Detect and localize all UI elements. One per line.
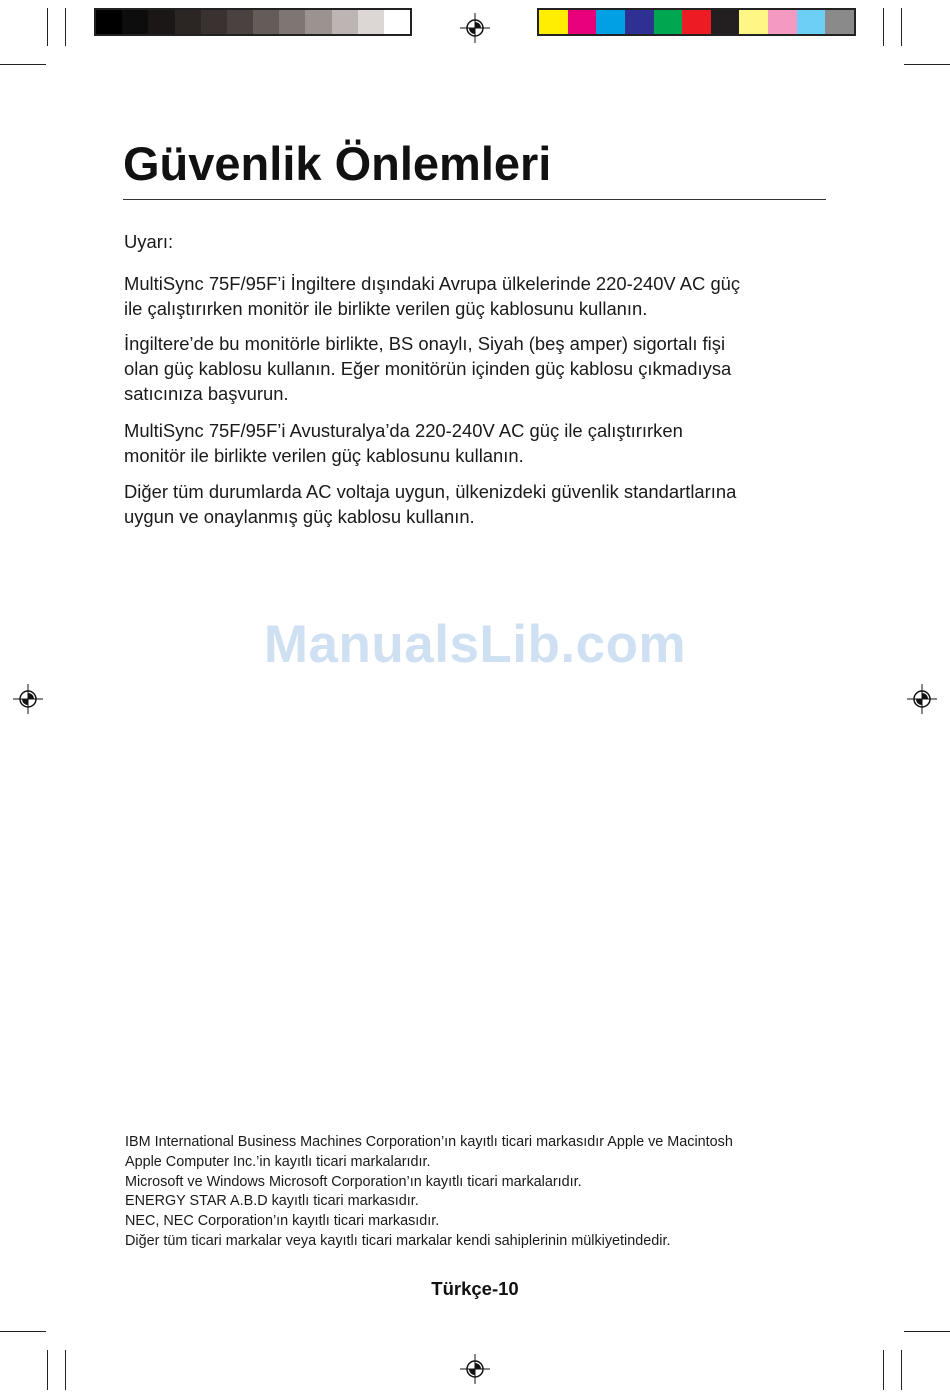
color-swatch [253, 10, 279, 34]
color-swatch [305, 10, 331, 34]
color-swatch [596, 10, 625, 34]
color-swatch [148, 10, 174, 34]
color-swatch [384, 10, 410, 34]
color-swatch [682, 10, 711, 34]
paragraph [124, 271, 834, 321]
crop-mark [904, 1331, 950, 1332]
trademark-footnotes [125, 1133, 845, 1252]
footnote-line: IBM International Business Machines Corporation’ın kayıtlı ticari markasıdır Apple ve Macintosh [125, 1134, 733, 1150]
page-title: Güvenlik Önlemleri [123, 137, 552, 190]
text-line: MultiSync 75F/95F’i Avusturalya’da 220-240V AC güç ile çalıştırırken [124, 420, 683, 441]
crop-mark [883, 1350, 884, 1390]
crop-mark [883, 8, 884, 46]
footnote-line: Diğer tüm ticari markalar veya kayıtlı ticari markalar kendi sahiplerinin mülkiyetindedir. [125, 1232, 671, 1249]
text-line: MultiSync 75F/95F’i İngiltere dışındaki Avrupa ülkelerinde 220-240V AC güç [124, 273, 741, 294]
color-swatch [654, 10, 683, 34]
crop-mark [0, 1331, 46, 1332]
crop-mark [901, 1350, 902, 1390]
color-swatch [279, 10, 305, 34]
color-swatch [539, 10, 568, 34]
registration-mark-icon [13, 684, 43, 714]
crop-mark [65, 1350, 66, 1390]
crop-mark [65, 8, 66, 46]
color-swatch [96, 10, 122, 34]
title-divider [123, 199, 826, 200]
footnote-line: Microsoft ve Windows Microsoft Corporation’ın kayıtlı ticari markalarıdır. [125, 1173, 582, 1190]
registration-mark-icon [460, 1354, 490, 1384]
color-swatch [332, 10, 358, 34]
text-line: ile çalıştırırken monitör ile birlikte verilen güç kablosunu kullanın. [124, 298, 648, 319]
color-swatch [711, 10, 740, 34]
text-line: Diğer tüm durumlarda AC voltaja uygun, ülkenizdeki güvenlik standartlarına [124, 481, 737, 502]
text-line: olan güç kablosu kullanın. Eğer monitörün içinden güç kablosu çıkmadıysa [124, 358, 732, 379]
registration-mark-icon [907, 684, 937, 714]
text-line: monitör ile birlikte verilen güç kablosunu kullanın. [124, 445, 524, 466]
watermark: ManualsLib.com [263, 615, 687, 674]
warning-label: Uyarı: [124, 231, 174, 252]
color-swatch [568, 10, 597, 34]
color-swatch [201, 10, 227, 34]
footnote-line: ENERGY STAR A.B.D kayıtlı ticari markasıdır. [125, 1193, 419, 1210]
crop-mark [47, 8, 48, 46]
crop-mark [0, 64, 46, 65]
page-number: Türkçe-10 [431, 1278, 519, 1299]
color-swatch [358, 10, 384, 34]
color-swatch [797, 10, 826, 34]
paragraph [124, 331, 834, 406]
footnote-line: NEC, NEC Corporation’ın kayıtlı ticari markasıdır. [125, 1213, 440, 1230]
text-line: İngiltere’de bu monitörle birlikte, BS onaylı, Siyah (beş amper) sigortalı fişi [124, 333, 726, 354]
color-swatch [122, 10, 148, 34]
paragraph [124, 479, 834, 529]
text-line: uygun ve onaylanmış güç kablosu kullanın. [124, 506, 475, 527]
crop-mark [904, 64, 950, 65]
grayscale-calibration-bar [94, 8, 412, 36]
color-swatch [227, 10, 253, 34]
color-swatch [768, 10, 797, 34]
color-swatch [825, 10, 854, 34]
color-calibration-bar [537, 8, 856, 36]
color-swatch [175, 10, 201, 34]
color-swatch [739, 10, 768, 34]
color-swatch [625, 10, 654, 34]
paragraph [124, 418, 834, 468]
text-line: satıcınıza başvurun. [124, 383, 289, 404]
footnote-line: Apple Computer Inc.’in kayıtlı ticari markalarıdır. [125, 1153, 431, 1170]
registration-mark-icon [460, 13, 490, 43]
crop-mark [47, 1350, 48, 1390]
crop-mark [901, 8, 902, 46]
